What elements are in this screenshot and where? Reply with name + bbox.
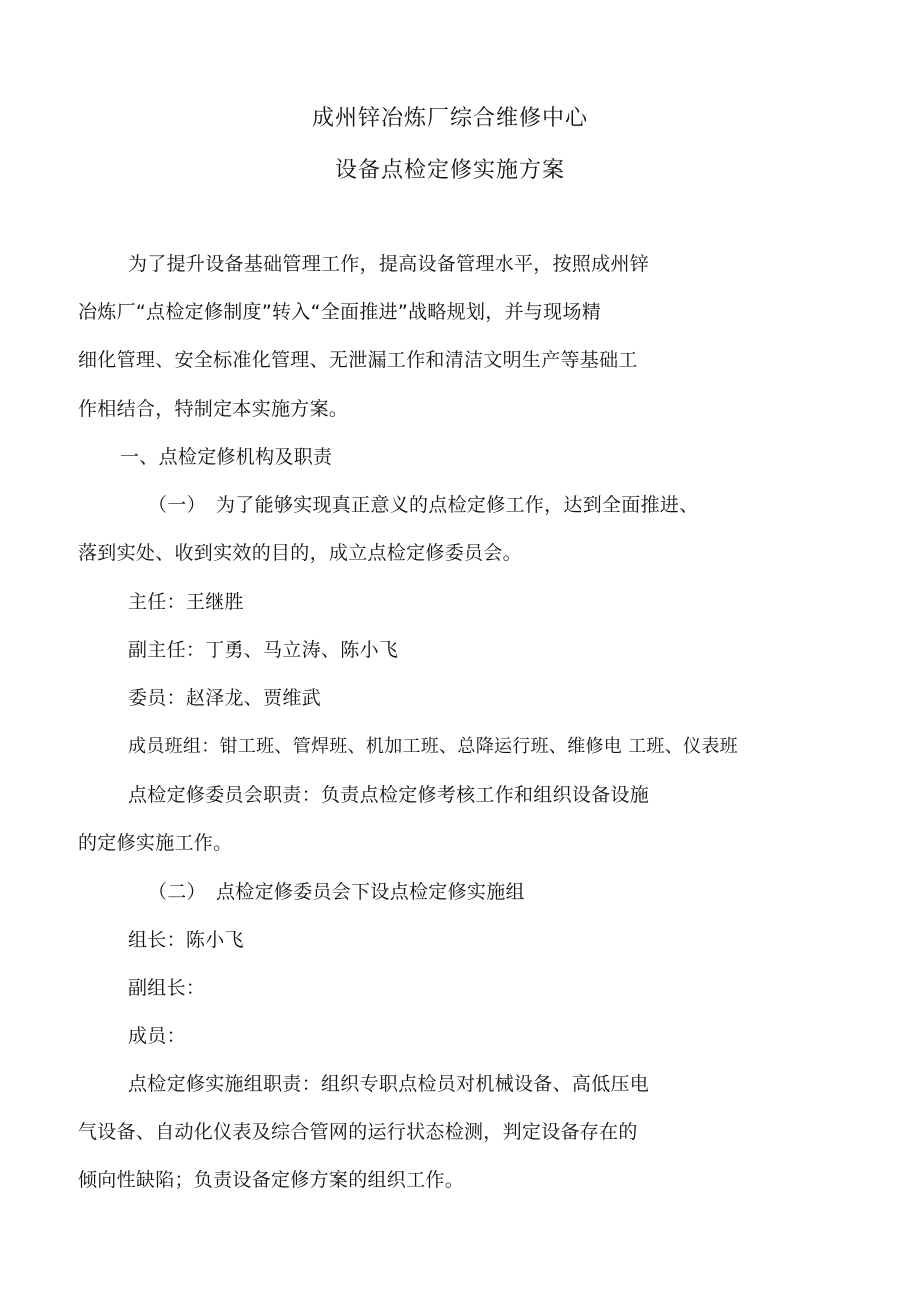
committee-teams: 成员班组：钳工班、管焊班、机加工班、总降运行班、维修电 工班、仪表班 bbox=[128, 736, 738, 757]
committee-members: 委员：赵泽龙、贾维武 bbox=[128, 687, 322, 709]
document-title-line2: 设备点检定修实施方案 bbox=[334, 158, 565, 183]
group-members: 成员： bbox=[128, 1025, 186, 1047]
group-duty-line2: 气设备、自动化仪表及综合管网的运行状态检测，判定设备存在的 bbox=[78, 1121, 638, 1143]
subsection-1-line2: 落到实处、收到实效的目的，成立点检定修委员会。 bbox=[78, 542, 522, 564]
intro-line-2: 冶炼厂“点检定修制度”转入“全面推进”战略规划，并与现场精 bbox=[78, 301, 602, 323]
subsection-2-label: （二） bbox=[148, 881, 206, 903]
group-duty-line3: 倾向性缺陷；负责设备定修方案的组织工作。 bbox=[78, 1169, 465, 1191]
group-deputy: 副组长： bbox=[128, 977, 206, 999]
group-duty-line1: 点检定修实施组职责：组织专职点检员对机械设备、高低压电 bbox=[128, 1073, 650, 1095]
intro-line-1: 为了提升设备基础管理工作，提高设备管理水平，按照成州锌 bbox=[128, 253, 650, 275]
intro-line-3: 细化管理、安全标准化管理、无泄漏工作和清洁文明生产等基础工 bbox=[78, 349, 638, 371]
committee-director: 主任：王继胜 bbox=[128, 591, 244, 613]
subsection-1-line1: 为了能够实现真正意义的点检定修工作，达到全面推进、 bbox=[216, 494, 699, 516]
group-leader: 组长：陈小飞 bbox=[128, 929, 244, 951]
subsection-2-text: 点检定修委员会下设点检定修实施组 bbox=[216, 881, 525, 903]
subsection-1-label: （一） bbox=[148, 494, 206, 516]
intro-line-4: 作相结合，特制定本实施方案。 bbox=[78, 398, 349, 420]
committee-deputy: 副主任：丁勇、马立涛、陈小飞 bbox=[128, 639, 399, 661]
document-title-line1: 成州锌冶炼厂综合维修中心 bbox=[311, 106, 588, 131]
committee-duty-line2: 的定修实施工作。 bbox=[78, 832, 233, 854]
section-heading: 一、点检定修机构及职责 bbox=[120, 446, 333, 468]
committee-duty-line1: 点检定修委员会职责：负责点检定修考核工作和组织设备设施 bbox=[128, 784, 650, 806]
